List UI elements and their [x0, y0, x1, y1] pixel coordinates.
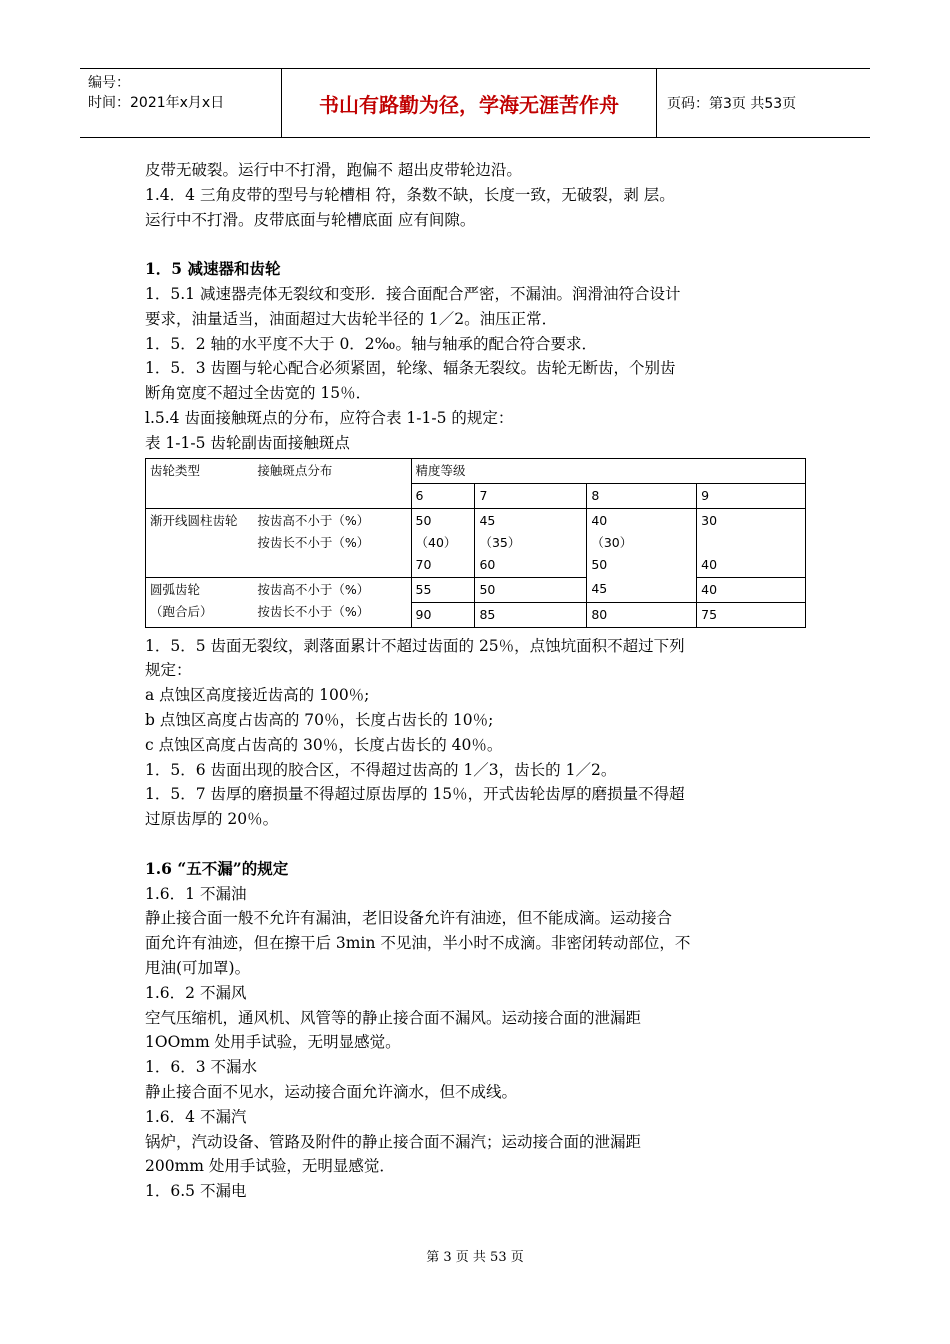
- table-cell: 40: [697, 577, 806, 602]
- header-page-info: 页码：第3页 共53页: [667, 96, 797, 112]
- cell-text: 30: [701, 512, 718, 528]
- paragraph: l.5.4 齿面接触斑点的分布，应符合表 1-1-5 的规定：: [145, 408, 514, 427]
- section-heading: 1.6 “五不漏”的规定: [145, 858, 289, 878]
- paragraph: 1.6．4 不漏汽: [145, 1107, 247, 1126]
- table-cell: [146, 577, 254, 627]
- paragraph: 空气压缩机，通风机、风管等的静止接合面不漏风。运动接合面的泄漏距: [145, 1008, 642, 1027]
- table-cell: [253, 508, 411, 577]
- paragraph: 1．5．2 轴的水平度不大于 0．2‰。轴与轴承的配合符合要求．: [145, 334, 597, 353]
- paragraph: 200mm 处用手试验，无明显感觉．: [145, 1157, 395, 1176]
- paragraph: 静止接合面不见水，运动接合面允许滴水，但不成线。: [145, 1082, 518, 1101]
- paragraph: b 点蚀区高度占齿高的 70％，长度占齿长的 10％;: [145, 710, 494, 729]
- cell-text: 按齿高不小于（%）: [257, 581, 370, 597]
- table-cell: 85: [475, 602, 587, 627]
- table-cell: 45: [587, 577, 697, 602]
- paragraph: 1．5.1 减速器壳体无裂纹和变形．接合面配合严密，不漏油。润滑油符合设计: [145, 284, 681, 303]
- cell-text: （35）: [479, 534, 521, 550]
- paragraph: 规定：: [145, 661, 192, 680]
- table-cell: 7: [475, 483, 587, 508]
- document-body: [145, 158, 807, 1204]
- page-header: [80, 68, 870, 138]
- cell-text: 70: [415, 556, 432, 572]
- table-cell: [475, 508, 587, 577]
- paragraph: 皮带无破裂。运行中不打滑，跑偏不 超出皮带轮边沿。: [145, 161, 522, 179]
- cell-text: 按齿长不小于（%）: [257, 603, 370, 619]
- cell-text: 渐开线圆柱齿轮: [150, 512, 238, 528]
- table-cell: [697, 508, 806, 577]
- paragraph: 甩油(可加罩)。: [145, 958, 251, 977]
- paragraph: 面允许有油迹，但在擦干后 3min 不见油，半小时不成滴。非密闭转动部位，不: [145, 934, 691, 953]
- page-footer: 第 3 页 共 53 页: [426, 1250, 524, 1265]
- paragraph: 1．5．5 齿面无裂纹，剥落面累计不超过齿面的 25％，点蚀坑面积不超过下列: [145, 636, 685, 655]
- header-meta: [80, 69, 282, 137]
- paragraph: 1．5．6 齿面出现的胶合区，不得超过齿高的 1／3，齿长的 1／2。: [145, 760, 617, 779]
- table-cell: [411, 508, 475, 577]
- cell-text: 40: [701, 556, 718, 572]
- table-cell: 6: [411, 483, 475, 508]
- section-heading: 1．5 减速器和齿轮: [145, 259, 281, 279]
- paragraph: 断角宽度不超过全齿宽的 15％．: [145, 384, 372, 403]
- paragraph: 1．5．3 齿圈与轮心配合必须紧固，轮缘、辐条无裂纹。齿轮无断齿，个别齿: [145, 359, 676, 378]
- cell-text: （跑合后）: [150, 603, 213, 619]
- table-cell: 55: [411, 577, 475, 602]
- table-row: [146, 508, 806, 577]
- cell-text: 40: [591, 512, 608, 528]
- table-cell: 50: [475, 577, 587, 602]
- cell-text: 圆弧齿轮: [150, 581, 201, 597]
- table-cell: 80: [587, 602, 697, 627]
- paragraph: 1．6.5 不漏电: [145, 1182, 247, 1201]
- paragraph: c 点蚀区高度占齿高的 30％，长度占齿长的 40％。: [145, 735, 503, 754]
- paragraph: 1.4．4 三角皮带的型号与轮槽相 符，条数不缺，长度一致，无破裂，剥 层。: [145, 185, 675, 204]
- header-motto: 书山有路勤为径，学海无涯苦作舟: [282, 69, 657, 137]
- cell-text: 45: [479, 512, 496, 528]
- paragraph: 1OOmm 处用手试验，无明显感觉。: [145, 1033, 401, 1052]
- table-cell: 9: [697, 483, 806, 508]
- table-header-cell: 接触斑点分布: [253, 458, 411, 508]
- table-cell: [146, 508, 254, 577]
- paragraph: 要求，油量适当，油面超过大齿轮半径的 1／2。油压正常．: [145, 309, 558, 328]
- table-cell: [587, 508, 697, 577]
- table-cell: 90: [411, 602, 475, 627]
- paragraph: 1．5．7 齿厚的磨损量不得超过原齿厚的 15％，开式齿轮齿厚的磨损量不得超: [145, 785, 685, 804]
- cell-text: 50: [415, 512, 432, 528]
- paragraph: 1.6．1 不漏油: [145, 884, 247, 903]
- table-row: [146, 577, 806, 602]
- paragraph: 1．6．3 不漏水: [145, 1058, 258, 1077]
- paragraph: 1.6．2 不漏风: [145, 983, 247, 1002]
- cell-text: 60: [479, 556, 496, 572]
- header-number: 编号：: [88, 75, 130, 91]
- cell-text: （30）: [591, 534, 633, 550]
- table-row: [146, 458, 806, 483]
- paragraph: 过原齿厚的 20％。: [145, 810, 279, 829]
- header-time: 时间：2021年x月x日: [88, 95, 225, 111]
- cell-text: 50: [591, 556, 608, 572]
- cell-text: 按齿长不小于（%）: [257, 534, 370, 550]
- table-cell: 75: [697, 602, 806, 627]
- paragraph: 锅炉，汽动设备、管路及附件的静止接合面不漏汽；运动接合面的泄漏距: [145, 1132, 642, 1151]
- paragraph: a 点蚀区高度接近齿高的 100％;: [145, 686, 370, 705]
- paragraph: 静止接合面一般不允许有漏油，老旧设备允许有油迹，但不能成滴。运动接合: [145, 909, 673, 928]
- table-cell: [253, 577, 411, 627]
- table-cell: 8: [587, 483, 697, 508]
- cell-text: （40）: [415, 534, 457, 550]
- contact-spot-table: [145, 458, 806, 628]
- paragraph: 运行中不打滑。皮带底面与轮槽底面 应有间隙。: [145, 210, 476, 229]
- table-caption: 表 1-1-5 齿轮副齿面接触斑点: [145, 433, 350, 452]
- cell-text: 按齿高不小于（%）: [257, 512, 370, 528]
- table-header-cell: 精度等级: [411, 458, 805, 483]
- table-header-cell: 齿轮类型: [146, 458, 254, 508]
